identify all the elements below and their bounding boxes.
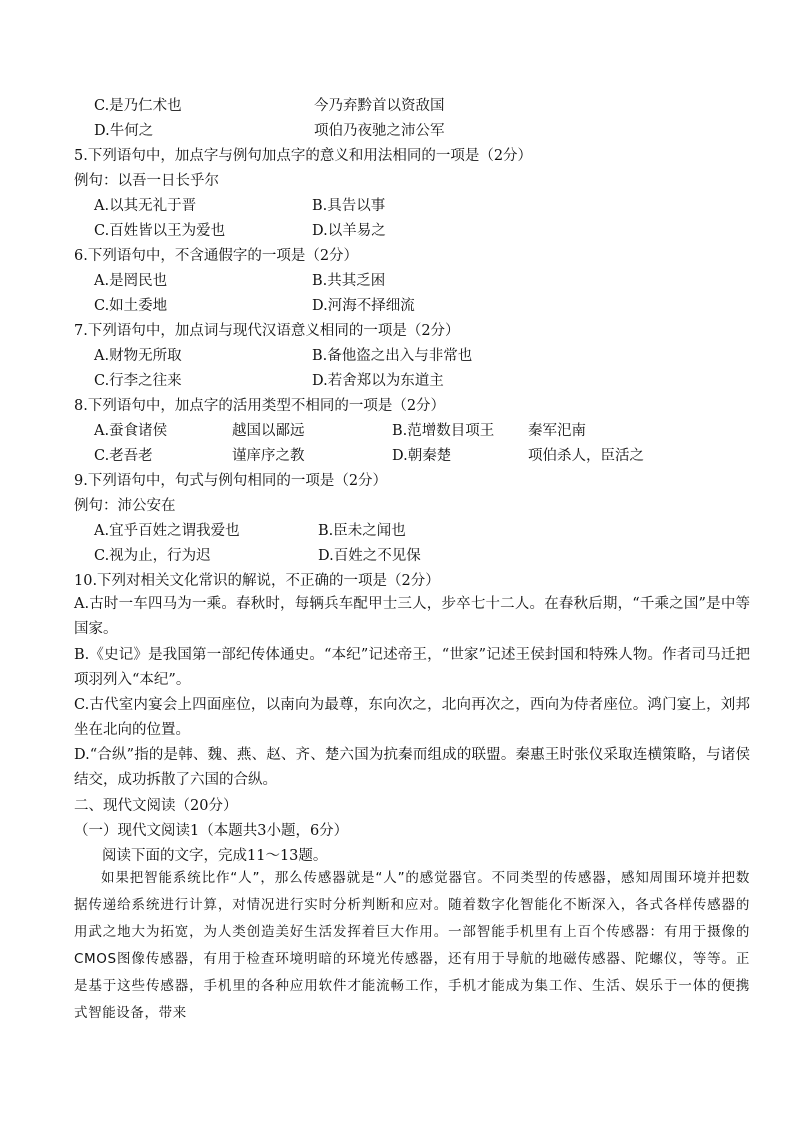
reading-instruction: 阅读下面的文字，完成11～13题。	[102, 848, 328, 864]
q5-option-d: D.以羊易之	[312, 223, 386, 239]
q8-stem: 8.下列语句中，加点字的活用类型不相同的一项是（2分）	[74, 398, 446, 414]
q9-stem: 9.下列语句中，句式与例句相同的一项是（2分）	[74, 473, 388, 489]
q8-option-b-2: 秦军汜南	[528, 423, 586, 439]
q10-option-c: C.古代室内宴会上四面座位，以南向为最尊，东向次之，北向再次之，西向为侍者座位。鸿门宴上，刘邦坐在北向的位置。	[74, 697, 750, 738]
q5-example: 例句：以吾一日长乎尔	[74, 173, 219, 189]
q9-option-d: D.百姓之不见保	[318, 548, 421, 564]
q10-option-b: B.《史记》是我国第一部纪传体通史。“本纪”记述帝王，“世家”记述王侯封国和特殊人物。作者司马迁把项羽列入“本纪”。	[74, 647, 750, 688]
q6-option-d: D.河海不择细流	[312, 298, 415, 314]
q4-option-c-left: C.是乃仁术也	[94, 98, 182, 114]
section-2-subtitle: （一）现代文阅读1（本题共3小题，6分）	[74, 823, 349, 839]
q5-option-a: A.以其无礼于晋	[94, 198, 197, 214]
q7-stem: 7.下列语句中，加点词与现代汉语意义相同的一项是（2分）	[74, 323, 460, 339]
q9-option-b: B.臣未之闻也	[318, 523, 406, 539]
q7-option-d: D.若舍郑以为东道主	[312, 373, 444, 389]
q5-stem: 5.下列语句中，加点字与例句加点字的意义和用法相同的一项是（2分）	[74, 148, 533, 164]
q6-option-c: C.如土委地	[94, 298, 168, 314]
q9-option-a: A.宜乎百姓之谓我爱也	[94, 523, 240, 539]
q8-option-a-1: A.蚕食诸侯	[94, 423, 168, 439]
q8-option-c-2: 谨庠序之教	[232, 448, 305, 464]
q9-option-c: C.视为止，行为迟	[94, 548, 211, 564]
q4-option-c-right: 今乃弃黔首以资敌国	[314, 98, 445, 114]
q10-stem: 10.下列对相关文化常识的解说，不正确的一项是（2分）	[74, 573, 440, 589]
q8-option-c-1: C.老吾老	[94, 448, 153, 464]
q10-option-d: D.“合纵”指的是韩、魏、燕、赵、齐、楚六国为抗秦而组成的联盟。秦惠王时张仪采取连横策略，与诸侯结交，成功拆散了六国的合纵。	[74, 747, 750, 788]
q6-option-a: A.是罔民也	[94, 273, 168, 289]
q4-option-d-right: 项伯乃夜驰之沛公军	[314, 123, 445, 139]
q6-option-b: B.共其乏困	[312, 273, 386, 289]
q7-option-c: C.行李之往来	[94, 373, 182, 389]
q10-option-a: A.古时一车四马为一乘。春秋时，每辆兵车配甲士三人，步卒七十二人。在春秋后期，“千乘之国”是中等国家。	[74, 596, 750, 637]
q8-option-b-1: B.范增数目项王	[392, 423, 495, 439]
reading-passage: 如果把智能系统比作“人”，那么传感器就是“人”的感觉器官。不同类型的传感器，感知周围环境并把数据传递给系统进行计算，对情况进行实时分析判断和应对。随着数字化智能化不断深入，各式各样传感器的用武之地大为拓宽，为人类创造美好生活发挥着巨大作用。一部智能手机里有上百个传感器：有用于摄像的CMOS图像传感器，有用于检查环境明暗的环境光传感器，还有用于导航的地磁传感器、陀螺仪，等等。正是基于这些传感器，手机里的各种应用软件才能流畅工作，手机才能成为集工作、生活、娱乐于一体的便携式智能设备，带来	[74, 870, 750, 1021]
q5-option-c: C.百姓皆以王为爱也	[94, 223, 226, 239]
q7-option-a: A.财物无所取	[94, 348, 182, 364]
q5-option-b: B.具告以事	[312, 198, 386, 214]
q7-option-b: B.备他盗之出入与非常也	[312, 348, 473, 364]
q8-option-a-2: 越国以鄙远	[232, 423, 305, 439]
q8-option-d-1: D.朝秦楚	[392, 448, 452, 464]
q9-example: 例句：沛公安在	[74, 498, 176, 514]
q6-stem: 6.下列语句中，不含通假字的一项是（2分）	[74, 248, 359, 264]
q4-option-d-left: D.牛何之	[94, 123, 154, 139]
q8-option-d-2: 项伯杀人，臣活之	[528, 448, 644, 464]
section-2-title: 二、现代文阅读（20分）	[74, 798, 238, 814]
